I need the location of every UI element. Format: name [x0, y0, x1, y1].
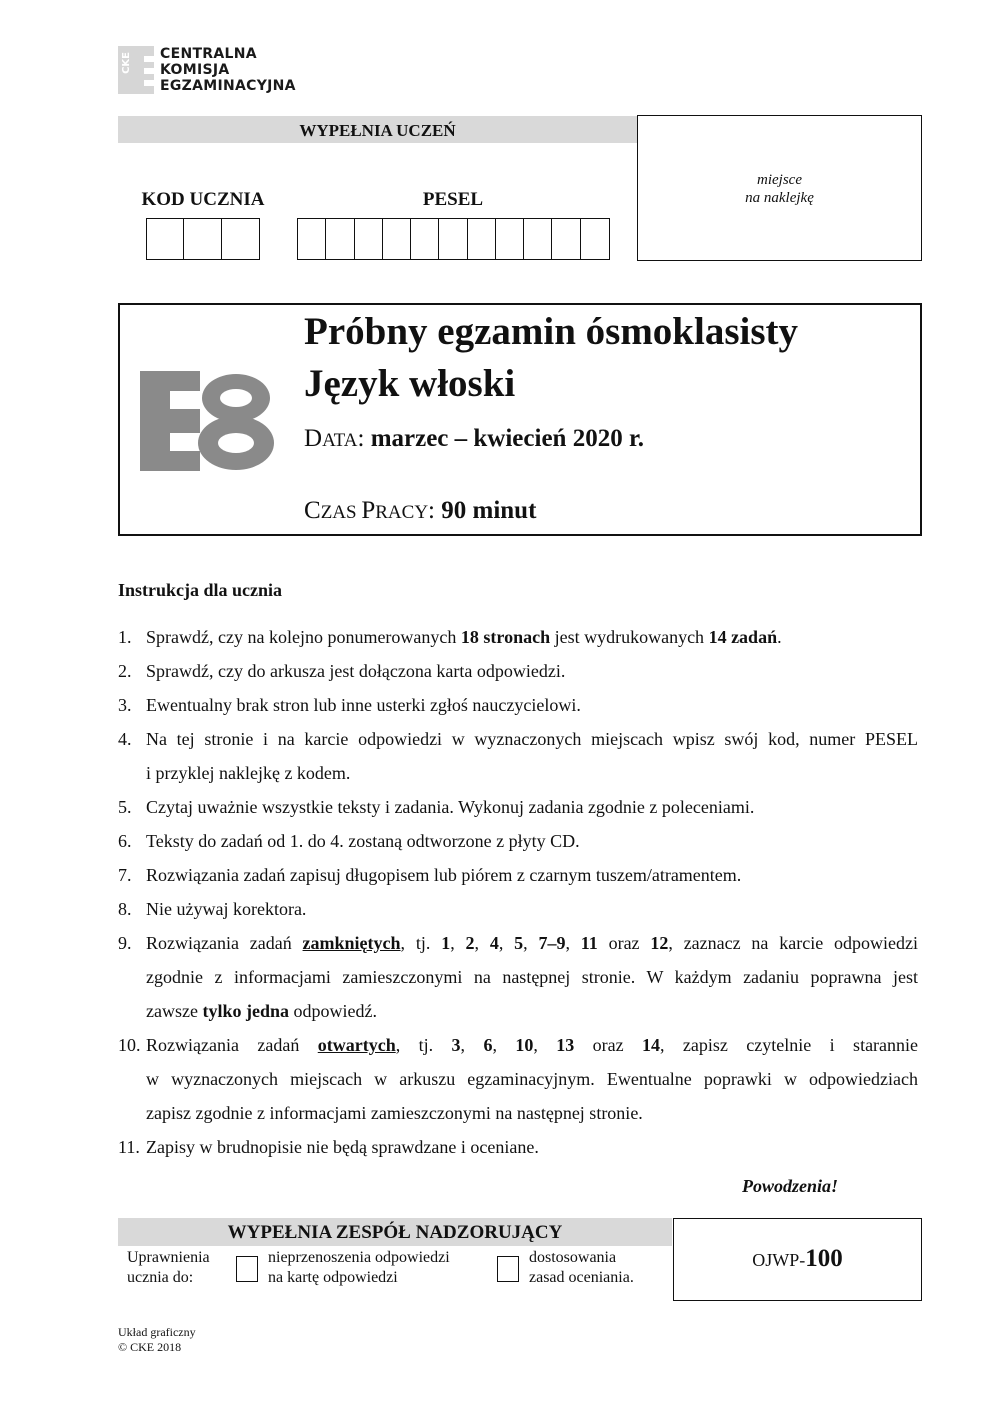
instruction-number: 3. [118, 695, 132, 715]
student-fill-header: WYPEŁNIA UCZEŃ [118, 116, 637, 143]
pesel-label: PESEL [422, 189, 484, 210]
pesel-cell[interactable] [581, 219, 609, 259]
bold-run: tylko jedna [202, 1001, 289, 1021]
instruction-item [118, 654, 918, 688]
time-colon: : [428, 497, 435, 524]
date-cap: D [304, 425, 323, 452]
instruction-number: 5. [118, 797, 132, 817]
instruction-number: 8. [118, 899, 132, 919]
bold-run: 1 [441, 933, 451, 953]
bold-run: 4 [489, 933, 499, 953]
instruction-number: 4. [118, 729, 132, 749]
exam-code-prefix: OJWP- [752, 1250, 806, 1270]
option-line: dostosowania [529, 1249, 617, 1266]
time-rest: ZAS [320, 502, 362, 523]
rights-line: ucznia do: [127, 1269, 194, 1286]
text-run: jest wydrukowanych [550, 627, 709, 647]
text-run: , [523, 933, 539, 953]
instruction-item [118, 688, 918, 722]
instruction-line: w wyznaczonych miejscach w arkuszu egzaminacyjnym. Ewentualne poprawki w odpowiedziach [146, 1069, 918, 1089]
text-run: , [474, 933, 490, 953]
text-run: , [533, 1035, 557, 1055]
supervisor-header: WYPEŁNIA ZESPÓŁ NADZORUJĄCY [118, 1218, 672, 1246]
exam-title-box [118, 303, 922, 536]
text-run: Rozwiązania zadań [146, 1035, 318, 1055]
pesel-cell[interactable] [496, 219, 524, 259]
rights-line: Uprawnienia [127, 1249, 210, 1266]
pesel-cell[interactable] [298, 219, 326, 259]
text-run: . [777, 627, 782, 647]
pesel-cell[interactable] [439, 219, 467, 259]
time-cap: C [304, 497, 321, 524]
pesel-cell[interactable] [383, 219, 411, 259]
kod-cell[interactable] [222, 219, 259, 259]
underlined-run: zamkniętych [302, 933, 401, 953]
pesel-cell[interactable] [552, 219, 580, 259]
time-cap: P [361, 497, 376, 524]
instruction-number: 10. [118, 1035, 141, 1055]
text-run: Sprawdź, czy na kolejno ponumerowanych [146, 627, 461, 647]
text-run: , tj. [400, 933, 442, 953]
sticker-text: miejsce [757, 172, 802, 188]
pesel-cell[interactable] [355, 219, 383, 259]
pesel-cell[interactable] [326, 219, 354, 259]
instruction-text: Rozwiązania zadań zapisuj długopisem lub piórem z czarnym tuszem/atramentem. [146, 865, 742, 885]
instruction-number: 6. [118, 831, 132, 851]
cke-logo [118, 46, 296, 94]
bold-run: 13 [556, 1035, 575, 1055]
text-run: , [492, 1035, 516, 1055]
instruction-number: 1. [118, 627, 132, 647]
pesel-boxes[interactable] [297, 218, 610, 260]
instruction-item [118, 926, 918, 1028]
date-colon: : [357, 425, 365, 452]
bold-run: 12 [650, 933, 669, 953]
instruction-line [146, 1028, 918, 1062]
logo-mark-stripe [144, 80, 154, 86]
kod-cell[interactable] [147, 219, 184, 259]
instruction-text [146, 1028, 918, 1130]
text-run: , [460, 1035, 484, 1055]
bold-run: 2 [465, 933, 475, 953]
e8-digit-bottom-hole [218, 433, 254, 453]
instruction-number: 7. [118, 865, 132, 885]
time-rest: RACY [375, 502, 429, 523]
e8-letter-e-gap [170, 391, 200, 409]
instruction-line: Na tej stronie i na karcie odpowiedzi w wyznaczonych miejscach wpisz swój kod, numer PESEL [146, 729, 918, 749]
exam-subject: Język włoski [304, 362, 516, 405]
exam-date [304, 425, 644, 453]
instructions-heading: Instrukcja dla ucznia [118, 580, 283, 600]
exam-title: Próbny egzamin ósmoklasisty [304, 310, 799, 353]
instruction-text [146, 620, 918, 654]
no-transfer-checkbox[interactable] [236, 1256, 258, 1282]
instruction-item [118, 1130, 918, 1164]
text-run: , zaznacz na karcie odpowiedzi [668, 933, 918, 953]
date-rest: ATA [322, 430, 358, 451]
pesel-cell[interactable] [411, 219, 439, 259]
bold-run: 6 [483, 1035, 493, 1055]
instruction-text: Zapisy w brudnopisie nie będą sprawdzane i oceniane. [146, 1137, 539, 1157]
instruction-number: 11. [118, 1137, 140, 1157]
logo-line: KOMISJA [160, 62, 230, 78]
instructions-list [118, 620, 918, 1164]
bold-run: 18 stronach [460, 627, 551, 647]
logo-mark-stripe [144, 56, 154, 62]
bold-run: 7–9 [538, 933, 566, 953]
good-luck-text: Powodzenia! [741, 1176, 838, 1196]
text-run: , tj. [395, 1035, 452, 1055]
text-run: , [565, 933, 581, 953]
logo-line: EGZAMINACYJNA [160, 78, 296, 94]
underlined-run: otwartych [317, 1035, 396, 1055]
instruction-item [118, 620, 918, 654]
bold-run: 3 [451, 1035, 461, 1055]
sticker-place [637, 115, 922, 261]
instruction-text [146, 926, 918, 1028]
text-run: oraz [574, 1035, 643, 1055]
instruction-text: Nie używaj korektora. [146, 899, 307, 919]
exam-time [304, 497, 536, 525]
logo-mark-letters: CKE [121, 52, 132, 74]
no-transfer-label [268, 1248, 450, 1288]
instruction-number: 9. [118, 933, 132, 953]
bold-run: 11 [580, 933, 598, 953]
text-run: , zapisz czytelnie i starannie [660, 1035, 919, 1055]
bold-run: 10 [515, 1035, 534, 1055]
instruction-line: zapisz zgodnie z informacjami zamieszczonymi na następnej stronie. [146, 1103, 643, 1123]
cke-logo-mark [118, 46, 154, 94]
text-run: , [498, 933, 515, 953]
instruction-text [146, 722, 918, 790]
date-value: marzec – kwiecień 2020 r. [370, 425, 644, 452]
footer [118, 1325, 196, 1355]
option-line: na kartę odpowiedzi [268, 1269, 398, 1286]
footer-line: © CKE 2018 [118, 1340, 182, 1354]
instruction-line: i przyklej naklejkę z kodem. [146, 763, 351, 783]
kod-cell[interactable] [184, 219, 221, 259]
time-value: 90 minut [441, 497, 537, 524]
instruction-item [118, 790, 918, 824]
instruction-item [118, 722, 918, 790]
instruction-item [118, 824, 918, 858]
logo-mark-stripe [144, 68, 154, 74]
instruction-text: Ewentualny brak stron lub inne usterki zgłoś nauczycielowi. [146, 695, 581, 715]
kod-ucznia-boxes[interactable] [146, 218, 260, 260]
instruction-text: Sprawdź, czy do arkusza jest dołączona karta odpowiedzi. [146, 661, 566, 681]
text-run: zawsze [146, 1001, 203, 1021]
text-run: Rozwiązania zadań [146, 933, 303, 953]
logo-line: CENTRALNA [160, 46, 257, 62]
option-line: zasad oceniania. [529, 1269, 634, 1286]
pesel-cell[interactable] [468, 219, 496, 259]
instruction-text: Czytaj uważnie wszystkie teksty i zadania. Wykonuj zadania zgodnie z poleceniami. [146, 797, 755, 817]
rights-label [127, 1248, 210, 1288]
instruction-text: Teksty do zadań od 1. do 4. zostaną odtworzone z płyty CD. [146, 831, 580, 851]
instruction-line: zgodnie z informacjami zamieszczonymi na następnej stronie. W każdym zadaniu poprawna jest [146, 967, 918, 987]
bold-run: 5 [514, 933, 524, 953]
e8-digit-top-hole [220, 389, 252, 407]
bold-run: 14 [642, 1035, 661, 1055]
adjust-grading-label [529, 1248, 634, 1288]
exam-code-number: 100 [805, 1245, 843, 1272]
instruction-item [118, 1028, 918, 1130]
e8-letter-e [140, 371, 200, 471]
option-line: nieprzenoszenia odpowiedzi [268, 1249, 450, 1266]
cke-logo-text [160, 46, 296, 94]
e8-letter-e-gap [170, 433, 200, 451]
instruction-item [118, 892, 918, 926]
sticker-text: na naklejkę [745, 190, 814, 206]
instruction-line [146, 994, 918, 1028]
instruction-line [146, 926, 918, 960]
text-run: oraz [597, 933, 651, 953]
exam-code-box [673, 1218, 922, 1301]
text-run: , [450, 933, 466, 953]
instruction-item [118, 858, 918, 892]
kod-ucznia-label: KOD UCZNIA [141, 189, 265, 210]
text-run: odpowiedź. [288, 1001, 377, 1021]
pesel-cell[interactable] [524, 219, 552, 259]
adjust-grading-checkbox[interactable] [497, 1256, 519, 1282]
footer-line: Układ graficzny [118, 1325, 196, 1339]
instruction-number: 2. [118, 661, 132, 681]
e8-logo-icon [140, 371, 276, 471]
bold-run: 14 zadań [708, 627, 778, 647]
